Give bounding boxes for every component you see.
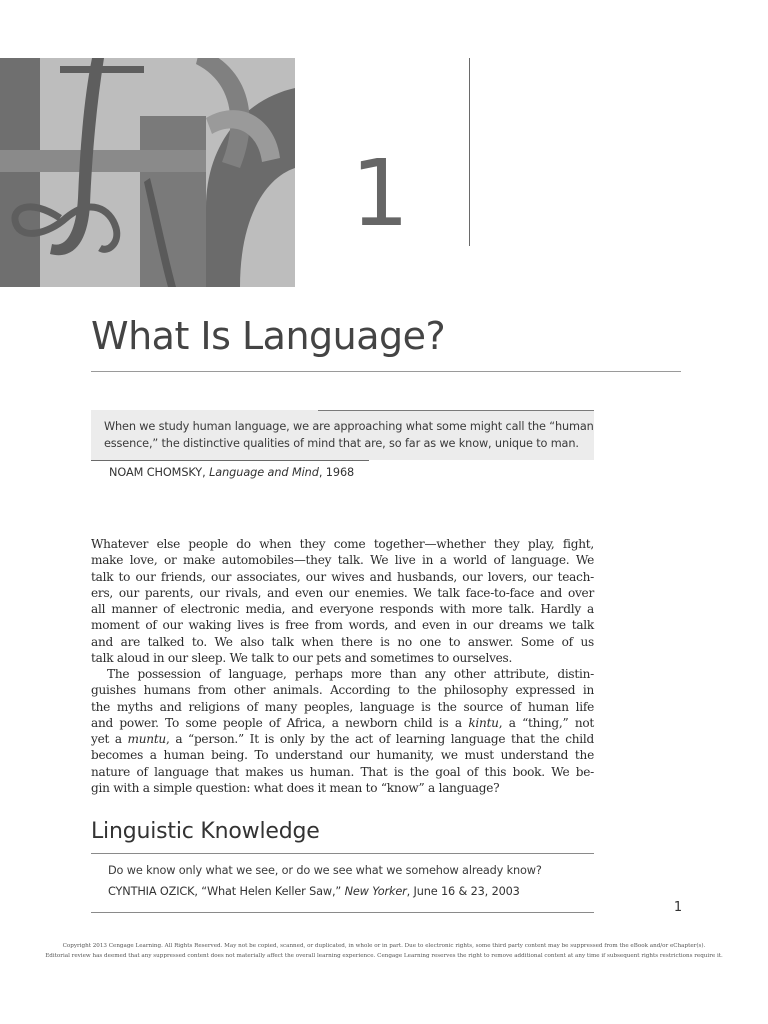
vertical-divider <box>469 58 470 246</box>
epigraph-attribution <box>109 464 354 481</box>
text-line: ers, our parents, our rivals, and even our enemies. We talk face-to-face and over <box>91 585 594 600</box>
epigraph-author: NOAM CHOMSKY, <box>109 466 206 479</box>
section-epigraph-attribution <box>108 883 520 900</box>
text-line: gin with a simple question: what does it mean to “know” a language? <box>91 780 500 795</box>
body-text <box>91 536 594 796</box>
section-heading: Linguistic Knowledge <box>91 819 320 844</box>
text-segment: and power. To some people of Africa, a newborn child is a <box>91 715 469 730</box>
chapter-art <box>0 58 295 287</box>
text-segment: yet a <box>91 732 128 746</box>
italic-term-kintu: kintu <box>468 715 499 730</box>
text-line: becomes a human being. To understand our humanity, we must understand the <box>91 748 594 763</box>
section-epigraph-quote: Do we know only what we see, or do we see what we somehow already know? <box>108 864 542 877</box>
text-line <box>91 731 594 747</box>
epigraph-work: Language and Mind <box>209 466 319 479</box>
text-line: and are talked to. We also talk when there is no one to answer. Some of us <box>91 634 594 649</box>
text-line: moment of our waking lives is free from words, and even in our dreams we talk <box>91 618 594 633</box>
section-epigraph-title: “What Helen Keller Saw,” <box>197 885 345 898</box>
page-number: 1 <box>673 900 683 915</box>
text-segment: , a “person.” It is only by the act of learning language that the child <box>165 732 594 746</box>
chapter-number: 1 <box>350 140 410 247</box>
text-line <box>91 715 594 731</box>
text-line: all manner of electronic media, and everyone responds with more talk. Hardly a <box>91 602 594 616</box>
text-line: nature of language that makes us human. That is the goal of this book. We be- <box>91 764 594 779</box>
text-line: The possession of language, perhaps more than any other attribute, distin- <box>107 667 594 681</box>
copyright-line: Editorial review has deemed that any suppressed content does not materially affect the overall learning experience. Cengage Learning reserves the right to remove additional content at any time if subsequent rights restrictions require it. <box>45 953 723 959</box>
decorative-letterform-graphic <box>0 58 295 287</box>
section-epigraph-rule <box>91 912 594 913</box>
text-line: the myths and religions of many peoples, language is the source of human life <box>91 699 594 714</box>
text-line: talk aloud in our sleep. We talk to our pets and sometimes to ourselves. <box>91 650 513 665</box>
epigraph-year: , 1968 <box>318 466 355 479</box>
text-segment: , a “thing,” not <box>498 715 594 730</box>
text-line: talk to our friends, our associates, our wives and husbands, our lovers, our teach- <box>91 569 594 584</box>
paragraph-2 <box>91 666 594 796</box>
epigraph-line: essence,” the distinctive qualities of mind that are, so far as we know, unique to man. <box>104 437 579 450</box>
section-epigraph-publication: New Yorker <box>344 885 407 898</box>
italic-term-muntu: muntu <box>127 732 166 746</box>
section-epigraph-date: , June 16 & 23, 2003 <box>406 885 520 898</box>
epigraph-top-rule <box>318 410 594 411</box>
chapter-title: What Is Language? <box>91 314 446 358</box>
copyright-notice <box>0 941 768 961</box>
section-epigraph-author: CYNTHIA OZICK, <box>108 885 198 898</box>
section-rule <box>91 853 594 854</box>
text-line: guishes humans from other animals. According to the philosophy expressed in <box>91 683 594 698</box>
attribution-rule <box>91 460 369 461</box>
text-line: Whatever else people do when they come together—whether they play, fight, <box>91 537 594 551</box>
paragraph-1 <box>91 536 594 666</box>
title-rule <box>91 371 681 372</box>
copyright-line: Copyright 2013 Cengage Learning. All Rights Reserved. May not be copied, scanned, or duplicated, in whole or in part. Due to electronic rights, some third party content may be suppressed from the eBook and/or eChapter(s). <box>62 943 706 949</box>
epigraph-line: When we study human language, we are approaching what some might call the “human <box>104 420 594 433</box>
text-line: make love, or make automobiles—they talk. We live in a world of language. We <box>91 553 594 568</box>
epigraph-quote <box>104 418 594 452</box>
